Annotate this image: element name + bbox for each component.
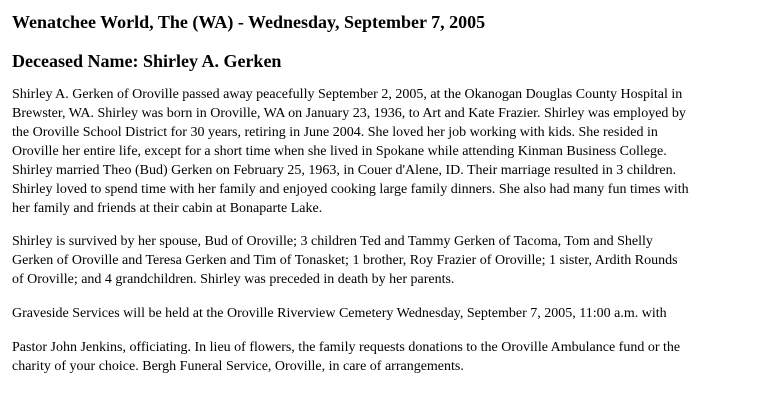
text-line: Brewster, WA. Shirley was born in Oroville, WA on January 23, 1936, to Art and Kate Frazier. Shirley was employed by — [12, 106, 686, 121]
obituary-paragraph-biography — [12, 85, 762, 218]
obituary-paragraph-survivors — [12, 232, 762, 289]
deceased-name-heading: Deceased Name: Shirley A. Gerken — [12, 51, 282, 71]
text-line: Gerken of Oroville and Teresa Gerken and Tim of Tonasket; 1 brother, Roy Frazier of Oroville; 1 sister, Ardith Rounds — [12, 253, 678, 268]
text-line: Oroville her entire life, except for a short time when she lived in Spokane while attending Kinman Business College. — [12, 144, 667, 159]
text-line: Shirley is survived by her spouse, Bud of Oroville; 3 children Ted and Tammy Gerken of Tacoma, Tom and Shelly — [12, 234, 653, 249]
obituary-paragraph-services — [12, 304, 762, 323]
text-line: of Oroville; and 4 grandchildren. Shirley was preceded in death by her parents. — [12, 272, 455, 287]
text-line: charity of your choice. Bergh Funeral Service, Oroville, in care of arrangements. — [12, 359, 464, 374]
text-line: Shirley A. Gerken of Oroville passed away peacefully September 2, 2005, at the Okanogan Douglas County Hospital in — [12, 87, 683, 102]
text-line: Shirley married Theo (Bud) Gerken on February 25, 1963, in Couer d'Alene, ID. Their marriage resulted in 3 children. — [12, 163, 677, 178]
text-line: Shirley loved to spend time with her family and enjoyed cooking large family dinners. She also had many fun times with — [12, 182, 689, 197]
obituary-paragraph-arrangements — [12, 338, 762, 376]
text-line: Graveside Services will be held at the Oroville Riverview Cemetery Wednesday, September 7, 2005, 11:00 a.m. with — [12, 306, 667, 321]
text-line: Pastor John Jenkins, officiating. In lieu of flowers, the family requests donations to the Oroville Ambulance fund or the — [12, 340, 681, 355]
newspaper-source-heading: Wenatchee World, The (WA) - Wednesday, September 7, 2005 — [12, 12, 486, 32]
text-line: her family and friends at their cabin at Bonaparte Lake. — [12, 201, 323, 216]
text-line: the Oroville School District for 30 years, retiring in June 2004. She loved her job working with kids. She resided in — [12, 125, 658, 140]
